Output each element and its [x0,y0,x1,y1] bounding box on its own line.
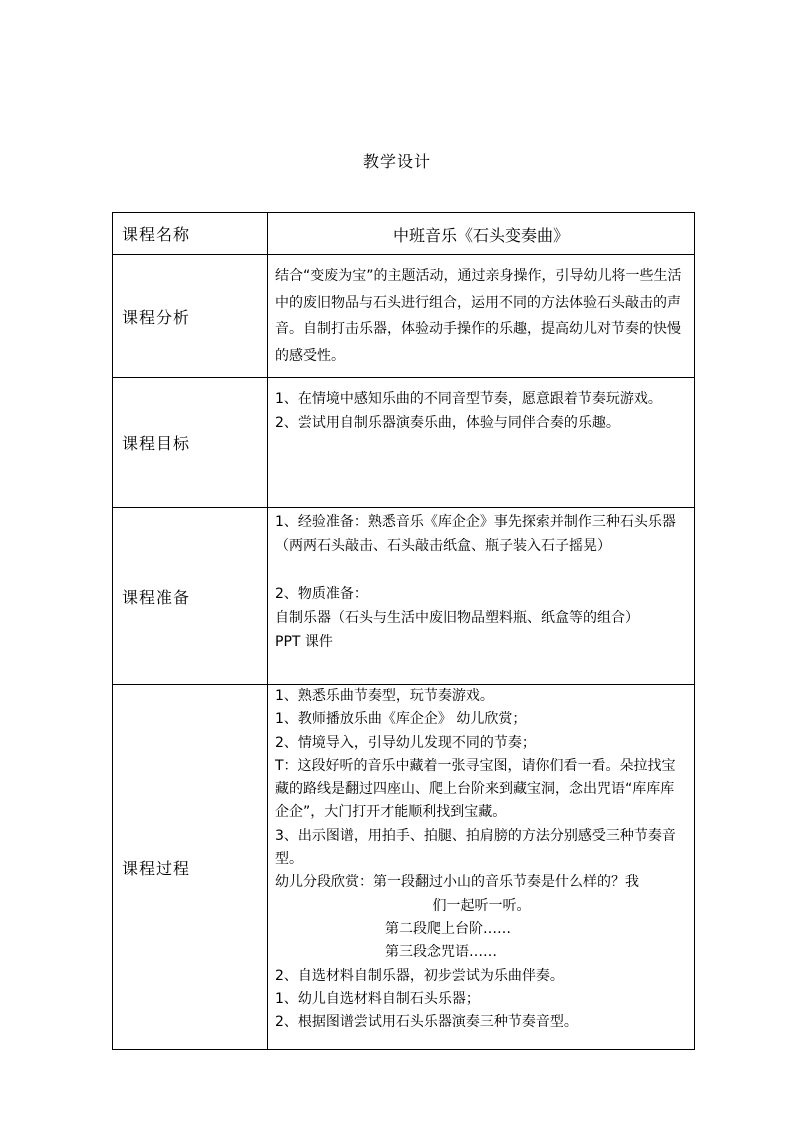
course-analysis-text: 结合“变废为宝”的主题活动，通过亲身操作，引导幼儿将一些生活中的废旧物品与石头进行组合，运用不同的方法体验石头敲击的声音。自制打击乐器，体验动手操作的乐趣，提高幼儿对节奏的快慢的感受性。 [268,255,695,378]
process-line: 1、幼儿自选材料自制石头乐器； [275,990,480,1007]
process-line: 2、根据图谱尝试用石头乐器演奏三种节奏音型。 [275,1014,578,1031]
course-process-content [268,685,695,1050]
preparation-ppt: PPT 课件 [275,634,333,650]
goal-item-2: 2、尝试用自制乐器演奏乐曲，体验与同伴合奏的乐趣。 [275,415,620,431]
goal-item-1: 1、在情境中感知乐曲的不同音型节奏，愿意跟着节奏玩游戏。 [275,391,662,407]
process-line: 3、出示图谱，用拍手、拍腿、拍肩膀的方法分别感受三种节奏音型。 [275,827,676,868]
course-preparation-content [268,508,695,685]
table-row-course-process [113,685,695,1050]
course-analysis-label: 课程分析 [113,255,268,378]
process-line: 幼儿分段欣赏：第一段翻过小山的音乐节奏是什么样的？我 [275,874,639,891]
preparation-material-title: 2、物质准备： [275,586,368,602]
table-row-course-preparation [113,508,695,685]
course-name-label: 课程名称 [113,213,268,255]
process-line-centered: 们一起听一听。 [432,897,531,914]
table-row-course-analysis [113,255,695,378]
process-line: 1、熟悉乐曲节奏型，玩节奏游戏。 [275,688,494,704]
course-goals-label: 课程目标 [113,378,268,508]
blank-line [275,558,688,582]
process-line: 1、教师播放乐曲《库企企》 幼儿欣赏； [275,711,527,728]
process-line: T：这段好听的音乐中藏着一张寻宝图，请你们看一看。朵拉找宝藏的路线是翻过四座山、爬上台阶来到藏宝洞，念出咒语“库库库企企”，大门打开才能顺利找到宝藏。 [275,757,676,821]
page-title: 教学设计 [362,152,431,171]
process-line: 2、自选材料自制乐器，初步尝试为乐曲伴奏。 [275,967,564,984]
course-preparation-label: 课程准备 [113,508,268,685]
lesson-plan-table [112,212,695,1050]
table-row-course-name [113,213,695,255]
preparation-experience: 1、经验准备：熟悉音乐《库企企》事先探索并制作三种石头乐器（两两石头敲击、石头敲击纸盒、瓶子装入石子摇晃） [275,514,676,554]
course-process-label: 课程过程 [113,685,268,1050]
process-segment-2: 第二段爬上台阶…… [385,920,511,937]
course-goals-content [268,378,695,508]
table-row-course-goals [113,378,695,508]
course-name-value: 中班音乐《石头变奏曲》 [268,213,695,255]
process-segment-3: 第三段念咒语…… [385,944,497,961]
preparation-material-detail: 自制乐器（石头与生活中废旧物品塑料瓶、纸盒等的组合） [275,610,639,626]
process-line: 2、情境导入，引导幼儿发现不同的节奏； [275,734,536,751]
